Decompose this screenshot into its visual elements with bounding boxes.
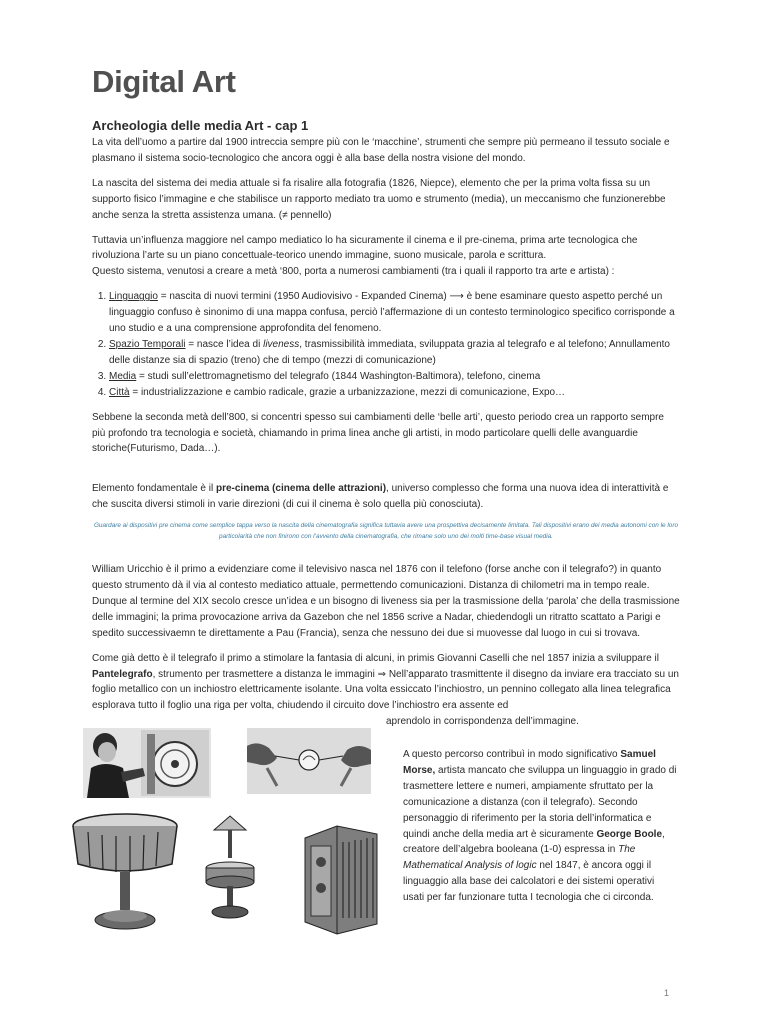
paragraph-precinema-text: Elemento fondamentale è il xyxy=(92,483,216,495)
paragraph-photography: La nascita del sistema dei media attuale si fa risalire alla fotografia (1826, Niepce), elemento che per la prima volta fissa su un supporto fisico l’immagine e che stabilisce un rapporto mediato tra uomo e strumento (media), un meccanismo che funzionerebbe anche senza la stretta assistenza umana. (≠ pennello) xyxy=(92,177,666,221)
paragraph-pantelegraph-last: aprendolo in corrispondenza dell’immagine. xyxy=(386,716,579,728)
list-item-term: Spazio Temporali xyxy=(109,338,186,350)
page-title: Digital Art xyxy=(92,64,236,99)
engraving-viewer-image xyxy=(83,728,211,798)
list-item-text: = nasce l’idea di xyxy=(185,338,264,350)
side-text-part: , creatore dell’algebra booleana (1-0) espressa in xyxy=(403,828,665,856)
paragraph-morse-boole xyxy=(403,747,678,906)
list-item-term: Media xyxy=(109,370,137,382)
chapter-subtitle: Archeologia delle media Art - cap 1 xyxy=(92,118,309,133)
main-text xyxy=(92,135,680,739)
book-title: The Mathematical Analysis of logic xyxy=(403,844,636,872)
morse-name: Samuel Morse, xyxy=(403,749,656,776)
italic-note: Guardare ai dispositivi pre cinema come semplice tappa verso la nascita della cinematografia significa tuttavia avere una prospettiva decisamente limitata. Tali dispositivi erano dei media autonomi con le loro particolarità che non finirono con l’avvento della cinematografia, che rimane solo uno dei molti time-base visual media. xyxy=(93,522,679,541)
side-text-part: nel 1847, è ancora oggi il linguaggio alla base dei calcolatori e dei sistemi operativi usati per far funzionare tutta I tecnologia che ci circonda. xyxy=(403,860,655,904)
paragraph-precinema xyxy=(92,481,680,513)
side-text-part: A questo percorso contribuì in modo significativo xyxy=(403,749,621,760)
paragraph-precinema-text: , universo complesso che forma una nuova idea di interattività e che suscita diversi stimoli in varie direzioni (di cui il cinema è solo quella più conosciuta). xyxy=(92,483,669,511)
precinema-bold: pre-cinema (cinema delle attrazioni) xyxy=(215,483,387,495)
list-item-text: = industrializzazione e cambio radicale, grazie a urbanizzazione, mezzi di comunicazione, Expo… xyxy=(129,386,566,398)
paragraph-uricchio: William Uricchio è il primo a evidenziare come il televisivo nasca nel 1876 con il telefono (forse anche con il telegrafo?) in quanto questo strumento dà il via al contesto mediatico attuale, permettendo comunicazioni. Distanza di chilometri ma in tempo reale. Dunque al termine del XIX secolo cresce un’idea e un bisogno di liveness sia per la trasmissione della ‘parola’ che della trasmissione delle immagini; la prima provocazione arriva da Gazebon che nel 1856 scrive a Nadar, chiedendogli un ritratto scattato a Parigi e spedito successivaemn te direttamente a Pau (Francia), senza che nessuno dei due si muovesse dal luogo in cui si trovava. xyxy=(92,564,680,639)
list-item-text: , trasmissibilità immediata, sviluppata grazia al telegrafo e al telefono; Annullamento delle distanze sia di spazio (treno) che di tempo (mezzi di comunicazione) xyxy=(109,338,670,366)
side-text xyxy=(403,747,678,906)
engraving-zoetrope-image xyxy=(68,808,182,936)
paragraph-pantelegraph xyxy=(92,651,680,731)
list-item xyxy=(109,385,680,401)
engraving-lamp-device-image xyxy=(200,812,260,922)
paragraph-cinema xyxy=(92,233,680,281)
paragraph-intro: La vita dell’uomo a partire dal 1900 intreccia sempre più con le ‘macchine’, strumenti che sempre più permeano il tessuto sociale e plasmano il sistema socio-tecnologico che ancora oggi è alla base della nostra visione del mondo. xyxy=(92,137,670,164)
engraving-pantelegraph-image xyxy=(297,818,383,938)
paragraph-pantelegraph-text: , strumento per trasmettere a distanza le immagini ⇒ Nell’apparato trasmittente il disegno da inviare era tracciato su un foglio metallico con un inchiostro elettricamente isolante. Una volta essiccato l’inchiostro, un pennino collegato alla linea telegrafica esplorava tutto il foglio una riga per volta, chiudendo il circuito dove l’inchiostro era assente ed xyxy=(92,668,679,712)
list-item-term: Città xyxy=(109,386,130,398)
page-number: 1 xyxy=(664,988,670,998)
list-item-text: = nascita di nuovi termini (1950 Audiovisivo - Expanded Cinema) ⟶ è bene esaminare questo aspetto perché un linguaggio confuso è sinonimo di una mappa confusa, perciò l’affermazione di un contesto terminologico specifico corrisponde a uno studio e a una comprensione approfondita del fenomeno. xyxy=(109,291,675,335)
paragraph-pantelegraph-text: Come già detto è il telegrafo il primo a stimolare la fantasia di alcuni, in primis Giovanni Caselli che nel 1857 inizia a sviluppare il xyxy=(92,652,659,664)
list-item xyxy=(109,337,680,369)
paragraph-avantgarde: Sebbene la seconda metà dell’800, si concentri spesso sui cambiamenti delle ‘belle arti’, questo periodo crea un rapporto sempre più profondo tra tecnologia e società, chiamando in prima linea anche gli artisti, in modo particolare quelli delle avanguardie storiche(Futurismo, Dada…). xyxy=(92,411,664,455)
list-item-text: = studi sull’elettromagnetismo del telegrafo (1844 Washington-Baltimora), telefono, cinema xyxy=(136,370,541,382)
list-item xyxy=(109,369,680,385)
paragraph-system-text: Questo sistema, venutosi a creare a metà ‘800, porta a numerosi cambiamenti (tra i quali il rapporto tra arte e artista) : xyxy=(92,266,615,278)
list-item xyxy=(109,289,680,337)
list-item-emphasis: liveness xyxy=(263,338,300,350)
changes-list xyxy=(92,289,680,400)
boole-name: George Boole xyxy=(596,828,663,840)
engraving-hands-image xyxy=(247,728,371,794)
list-item-term: Linguaggio xyxy=(109,291,158,303)
pantelegraph-bold: Pantelegrafo xyxy=(92,668,153,680)
side-text-part: artista mancato che sviluppa un linguaggio in grado di trasmettere lettere e numeri, ampiamente sfruttato per la comunicazione a distanza (con il telegrafo). Secondo personaggio di riferimento per la storia dell’informatica e quindi anche della media art è sicuramente xyxy=(403,764,677,840)
paragraph-cinema-text: Tuttavia un’influenza maggiore nel campo mediatico lo ha sicuramente il cinema e il pre-cinema, prima arte tecnologica che rivoluziona l’arte su un piano concettuale-teorico unendo immagine, suono musicale, parola e scrittura. xyxy=(92,234,638,262)
